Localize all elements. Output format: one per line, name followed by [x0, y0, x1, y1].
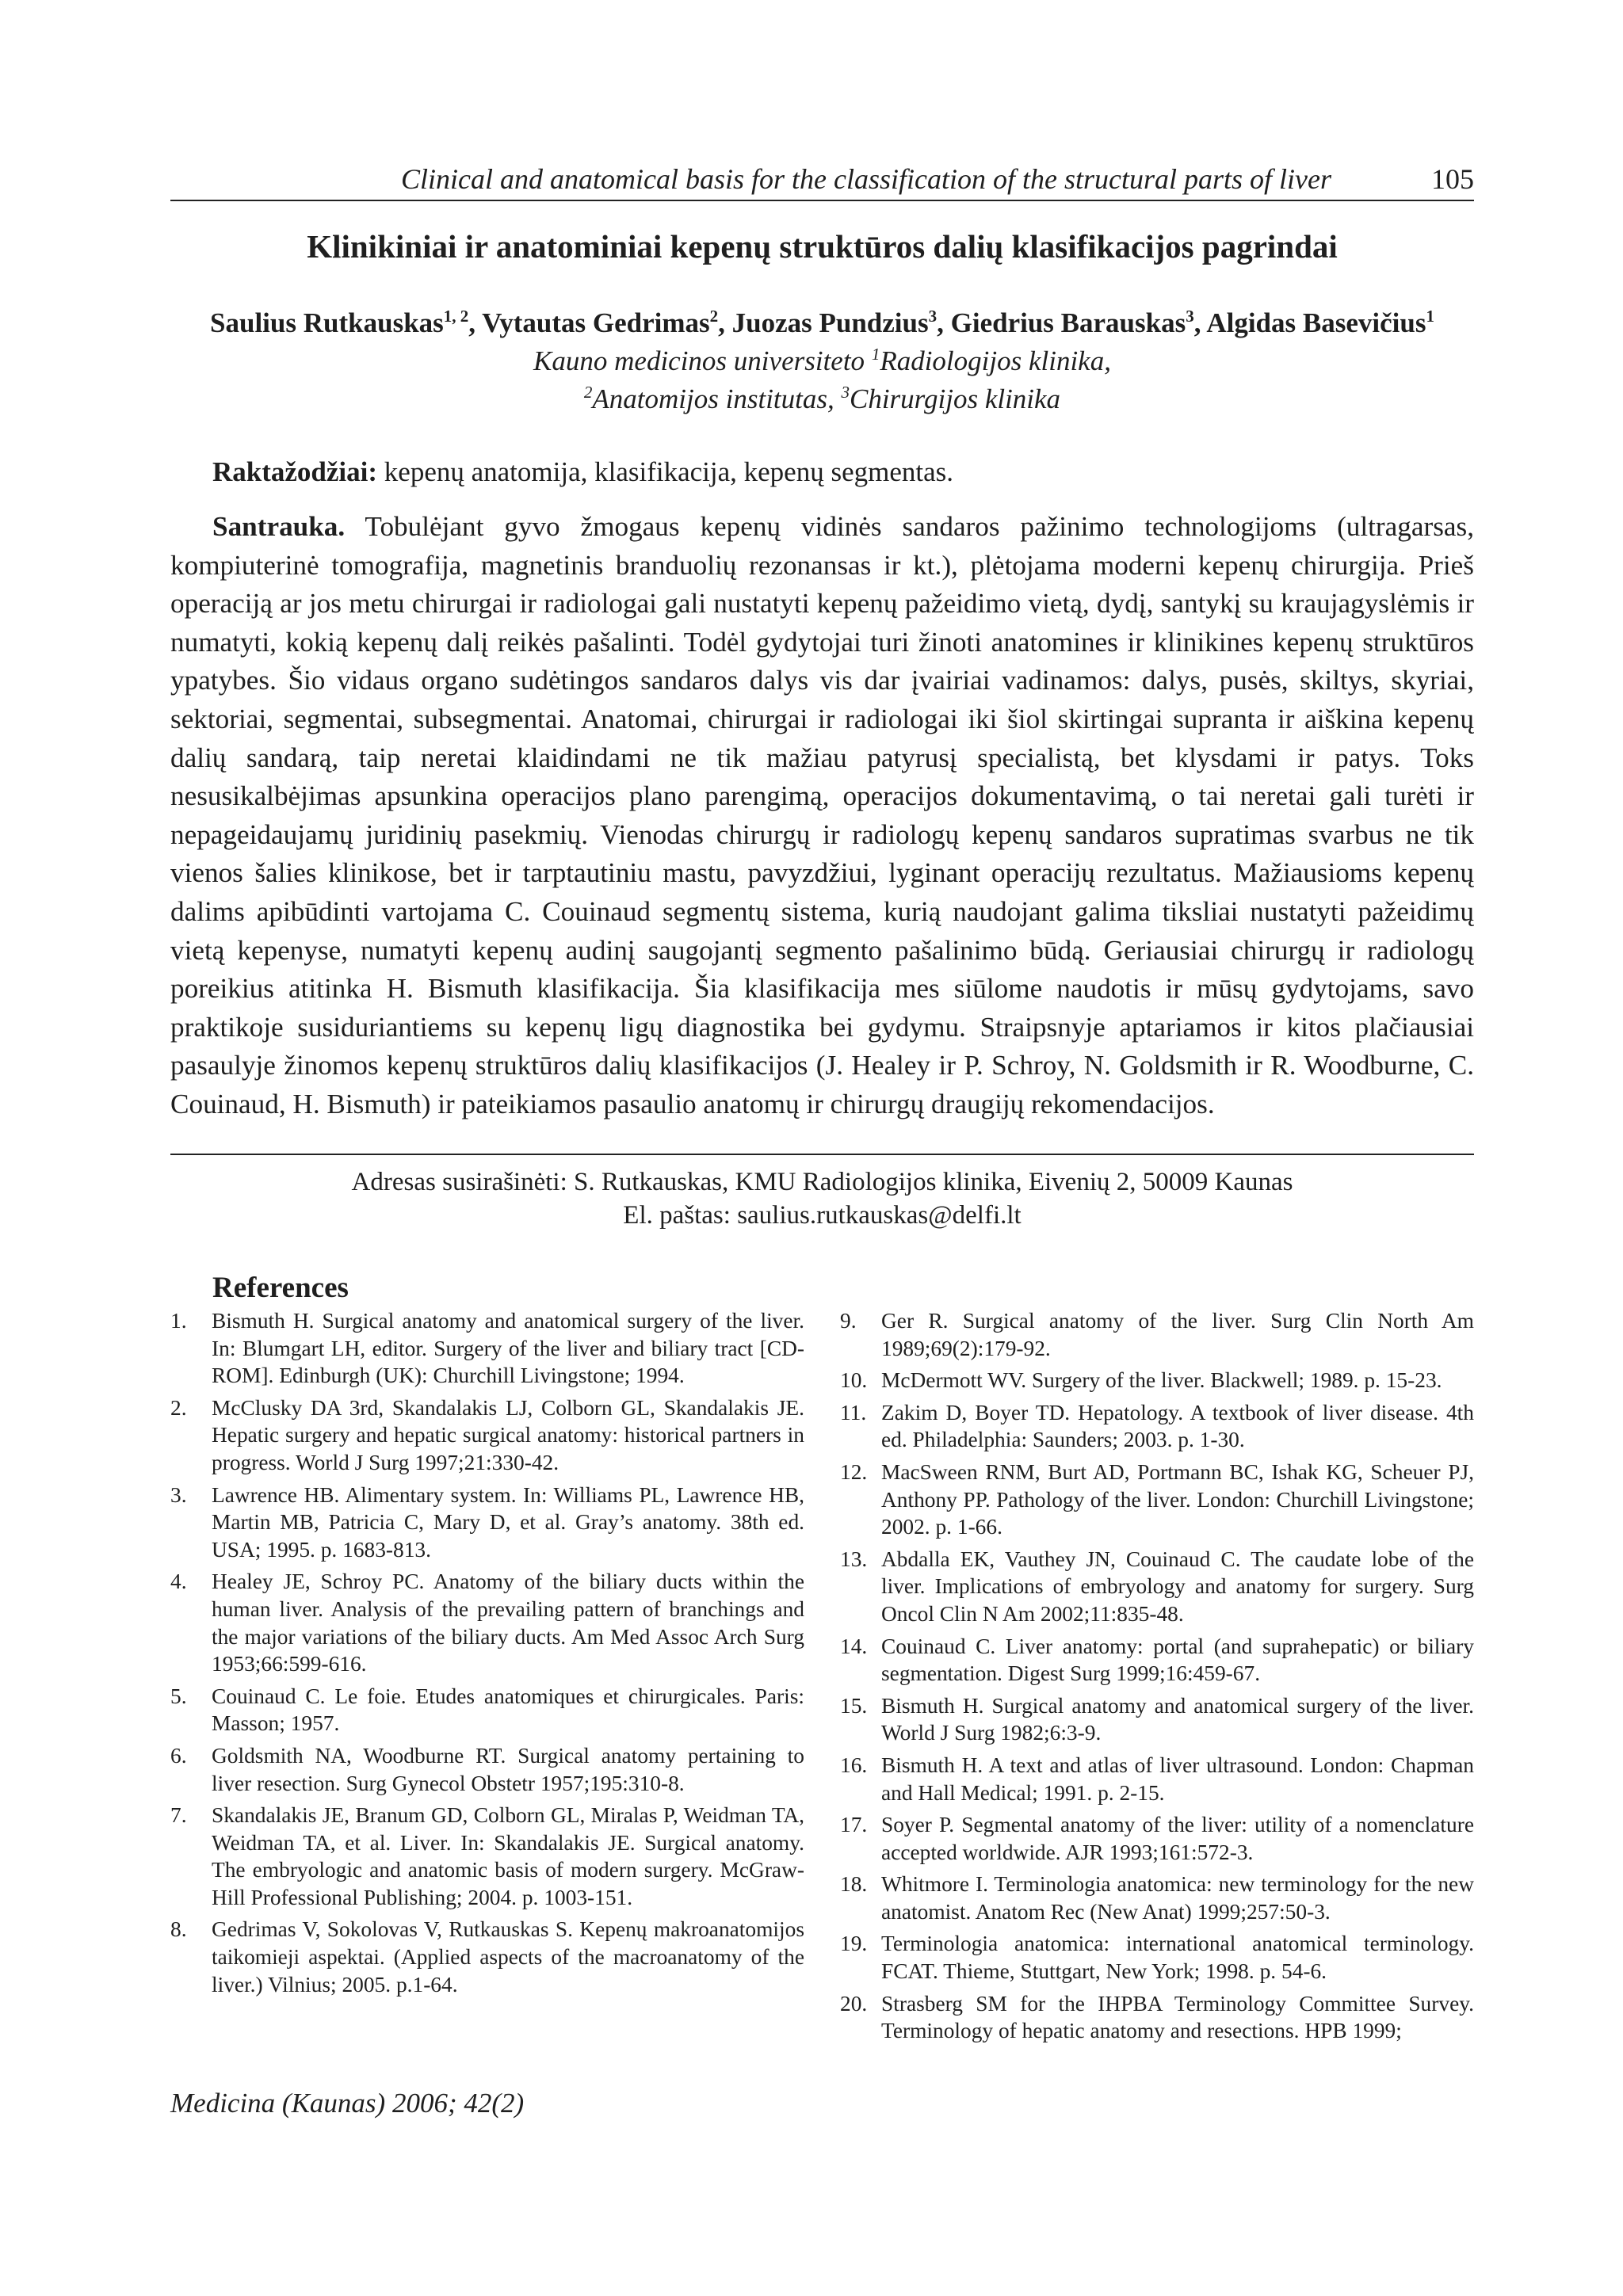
keywords-label: Raktažodžiai: [212, 456, 378, 487]
reference-text: McClusky DA 3rd, Skandalakis LJ, Colborn GL, Skandalakis JE. Hepatic surgery and hepatic surgical anatomy: historical partners in progress. World J Surg 1997;21:330-42. [212, 1395, 804, 1474]
reference-number: 11. [840, 1400, 867, 1425]
reference-number: 20. [840, 1991, 868, 2016]
reference-item [840, 1692, 1474, 1747]
reference-text: Bismuth H. Surgical anatomy and anatomical surgery of the liver. In: Blumgart LH, editor. Surgery of the liver and biliary tract [CD-ROM]. Edinburgh (UK): Churchill Livingstone; 1994. [212, 1309, 804, 1388]
reference-number: 9. [840, 1309, 857, 1333]
reference-text: Goldsmith NA, Woodburne RT. Surgical anatomy pertaining to liver resection. Surg Gynecol Obstetr 1957;195:310-8. [212, 1743, 804, 1795]
reference-item [170, 1802, 804, 1911]
reference-number: 13. [840, 1547, 868, 1571]
reference-item [840, 1752, 1474, 1806]
author-separator: , [718, 307, 732, 338]
running-header [170, 158, 1474, 201]
affiliation-text: Kauno medicinos universiteto [533, 345, 872, 376]
reference-item [840, 1871, 1474, 1925]
page-number: 105 [1431, 163, 1474, 195]
reference-text: Zakim D, Boyer TD. Hepatology. A textbook of liver disease. 4th ed. Philadelphia: Saunders; 2003. p. 1-30. [881, 1400, 1474, 1452]
affiliation-line [170, 341, 1474, 381]
author-name: Saulius Rutkauskas [210, 307, 444, 338]
reference-text: McDermott WV. Surgery of the liver. Blackwell; 1989. p. 15-23. [881, 1368, 1442, 1393]
reference-text: Skandalakis JE, Branum GD, Colborn GL, Miralas P, Weidman TA, Weidman TA, et al. Liver. In: Skandalakis JE. Surgical anatomy. The embryologic and anatomic basis of modern surgery. McGraw-Hill Professional Publishing; 2004. p. 1003-151. [212, 1803, 804, 1909]
reference-text: Strasberg SM for the IHPBA Terminology Committee Survey. Terminology of hepatic anatomy and resections. HPB 1999; [881, 1991, 1474, 2043]
author-name: Juozas Pundzius [731, 307, 929, 338]
reference-number: 1. [170, 1309, 187, 1333]
reference-item [170, 1482, 804, 1564]
reference-number: 16. [840, 1753, 868, 1777]
reference-item [840, 1990, 1474, 2045]
reference-number: 5. [170, 1684, 187, 1708]
author-separator: , [468, 307, 483, 338]
reference-item [840, 1459, 1474, 1541]
reference-item [840, 1930, 1474, 1985]
abstract-label: Santrauka. [212, 511, 346, 542]
references-column-left [170, 1307, 804, 2003]
author-name: Algidas Basevičius [1206, 307, 1426, 338]
author-affiliation-mark: 2 [709, 307, 719, 326]
reference-text: Terminologia anatomica: international anatomical terminology. FCAT. Thieme, Stuttgart, New York; 1998. p. 54-6. [881, 1932, 1474, 1984]
reference-item [170, 1916, 804, 1998]
reference-item [840, 1633, 1474, 1688]
reference-number: 14. [840, 1634, 868, 1658]
reference-number: 8. [170, 1917, 187, 1942]
affiliation-mark: 1 [871, 345, 880, 364]
correspondence-email: El. paštas: saulius.rutkauskas@delfi.lt [623, 1201, 1022, 1230]
reference-number: 18. [840, 1872, 868, 1897]
reference-number: 3. [170, 1482, 187, 1507]
reference-item [840, 1367, 1474, 1394]
affiliation-text: Anatomijos institutas, [592, 383, 842, 414]
reference-number: 19. [840, 1932, 868, 1956]
reference-text: MacSween RNM, Burt AD, Portmann BC, Ishak KG, Scheuer PJ, Anthony PP. Pathology of the liver. London: Churchill Livingstone; 2002. p. 1-66. [881, 1459, 1474, 1539]
correspondence-address: Adresas susirašinėti: S. Rutkauskas, KMU Radiologijos klinika, Eivenių 2, 50009 Kaunas [351, 1168, 1293, 1196]
author-affiliation-mark: 3 [1186, 307, 1194, 326]
affiliation-text: Chirurgijos klinika [849, 383, 1061, 414]
journal-citation-footer: Medicina (Kaunas) 2006; 42(2) [170, 2088, 525, 2119]
author-name: Vytautas Gedrimas [482, 307, 710, 338]
reference-item [170, 1307, 804, 1390]
reference-item [840, 1811, 1474, 1866]
reference-item [170, 1394, 804, 1477]
reference-text: Couinaud C. Liver anatomy: portal (and suprahepatic) or biliary segmentation. Digest Surg 1999;16:459-67. [881, 1634, 1474, 1686]
reference-item [840, 1307, 1474, 1362]
reference-number: 15. [840, 1693, 868, 1718]
affiliation-line [170, 379, 1474, 419]
article-title: Klinikiniai ir anatominiai kepenų struktūros dalių klasifikacijos pagrindai [307, 228, 1338, 265]
section-divider [170, 1154, 1474, 1155]
reference-text: Bismuth H. Surgical anatomy and anatomical surgery of the liver. World J Surg 1982;6:3-9. [881, 1693, 1474, 1745]
reference-text: Ger R. Surgical anatomy of the liver. Surg Clin North Am 1989;69(2):179-92. [881, 1309, 1474, 1360]
author-separator: , [1193, 307, 1207, 338]
reference-item [170, 1742, 804, 1797]
reference-text: Abdalla EK, Vauthey JN, Couinaud C. The caudate lobe of the liver. Implications of embryology and anatomy for surgery. Surg Oncol Clin N Am 2002;11:835-48. [881, 1547, 1474, 1626]
running-title: Clinical and anatomical basis for the classification of the structural parts of liver [401, 163, 1331, 195]
references-column-right [840, 1307, 1474, 2050]
reference-number: 2. [170, 1395, 187, 1420]
author-affiliation-mark: 1, 2 [443, 307, 469, 326]
author-separator: , [937, 307, 951, 338]
reference-number: 4. [170, 1569, 187, 1594]
reference-number: 17. [840, 1813, 868, 1837]
keywords [212, 452, 953, 492]
keywords-text: kepenų anatomija, klasifikacija, kepenų segmentas. [377, 456, 954, 487]
reference-number: 10. [840, 1368, 868, 1393]
reference-text: Healey JE, Schroy PC. Anatomy of the biliary ducts within the human liver. Analysis of the prevailing pattern of branchings and the major variations of the biliary ducts. Am Med Assoc Arch Surg 1953;66:599-616. [212, 1569, 804, 1676]
affiliation-mark: 3 [841, 383, 850, 402]
reference-item [170, 1683, 804, 1737]
reference-text: Gedrimas V, Sokolovas V, Rutkauskas S. Kepenų makroanatomijos taikomieji aspektai. (Applied aspects of the macroanatomy of the liver.) Vilnius; 2005. p.1-64. [212, 1917, 804, 1997]
reference-text: Bismuth H. A text and atlas of liver ultrasound. London: Chapman and Hall Medical; 1991. p. 2-15. [881, 1753, 1474, 1805]
reference-item [170, 1568, 804, 1677]
reference-item [840, 1546, 1474, 1628]
abstract-text: Tobulėjant gyvo žmogaus kepenų vidinės sandaros pažinimo technologijoms (ultragarsas, kompiuterinė tomografija, magnetinis branduolių rezonansas ir kt.), plėtojama moderni kepenų chirurgija. Prieš operaciją ar jos metu chirurgai ir radiologai gali nustatyti kepenų pažeidimo vietą, dydį, santykį su kraujagyslėmis ir numatyti, kokią kepenų dalį reikės pašalinti. Todėl gydytojai turi žinoti anatomines ir klinikines kepenų struktūros ypatybes. Šio vidaus organo sudėtingos sandaros dalys vis dar įvairiai vadinamos: dalys, pusės, skiltys, skyriai, sektoriai, segmentai, subsegmentai. Anatomai, chirurgai ir radiologai iki šiol skirtingai supranta ir aiškina kepenų dalių sandarą, taip neretai klaidindami ne tik mažiau patyrusį specialistą, bet klysdami ir patys. Toks nesusikalbėjimas apsunkina operacijos plano parengimą, operacijos dokumentavimą, o tai neretai gali turėti ir nepageidaujamų juridinių pasekmių. Vienodas chirurgų ir radiologų kepenų sandaros supratimas svarbus ne tik vienos šalies klinikose, bet ir tarptautiniu mastu, pavyzdžiui, lyginant operacijų rezultatus. Mažiausioms kepenų dalims apibūdinti vartojama C. Couinaud segmentų sistema, kurią naudojant galima tiksliai nustatyti pažeidimų vietą kepenyse, numatyti kepenų audinį saugojantį segmento pašalinimo būdą. Geriausiai chirurgų ir radiologų poreikius atitinka H. Bismuth klasifikacija. Šia klasifikacija mes siūlome naudotis ir mūsų gydytojams, savo praktikoje susiduriantiems su kepenų ligų diagnostika bei gydymu. Straipsnyje aptariamos ir kitos plačiausiai pasaulyje žinomos kepenų struktūros dalių klasifikacijos (J. Healey ir P. Schroy, N. Goldsmith ir R. Woodburne, C. Couinaud, H. Bismuth) ir pateikiamos pasaulio anatomų ir chirurgų draugijų rekomendacijos. [170, 511, 1474, 1119]
author-affiliation-mark: 3 [928, 307, 938, 326]
author-affiliation-mark: 1 [1426, 307, 1434, 326]
reference-text: Couinaud C. Le foie. Etudes anatomiques et chirurgicales. Paris: Masson; 1957. [212, 1684, 804, 1736]
affiliation-mark: 2 [583, 383, 593, 402]
reference-number: 12. [840, 1459, 868, 1484]
reference-text: Soyer P. Segmental anatomy of the liver: utility of a nomenclature accepted worldwide. AJR 1993;161:572-3. [881, 1813, 1474, 1864]
abstract [170, 508, 1474, 1124]
reference-text: Whitmore I. Terminologia anatomica: new terminology for the new anatomist. Anatom Rec (New Anat) 1999;257:50-3. [881, 1872, 1474, 1924]
reference-item [840, 1399, 1474, 1454]
author-list [170, 303, 1474, 343]
reference-text: Lawrence HB. Alimentary system. In: Williams PL, Lawrence HB, Martin MB, Patricia C, Mary D, et al. Gray’s anatomy. 38th ed. USA; 1995. p. 1683-813. [212, 1482, 804, 1562]
references-heading: References [212, 1272, 349, 1304]
author-name: Giedrius Barauskas [950, 307, 1186, 338]
reference-number: 7. [170, 1803, 187, 1828]
reference-number: 6. [170, 1743, 187, 1768]
affiliation-text: Radiologijos klinika, [880, 345, 1111, 376]
